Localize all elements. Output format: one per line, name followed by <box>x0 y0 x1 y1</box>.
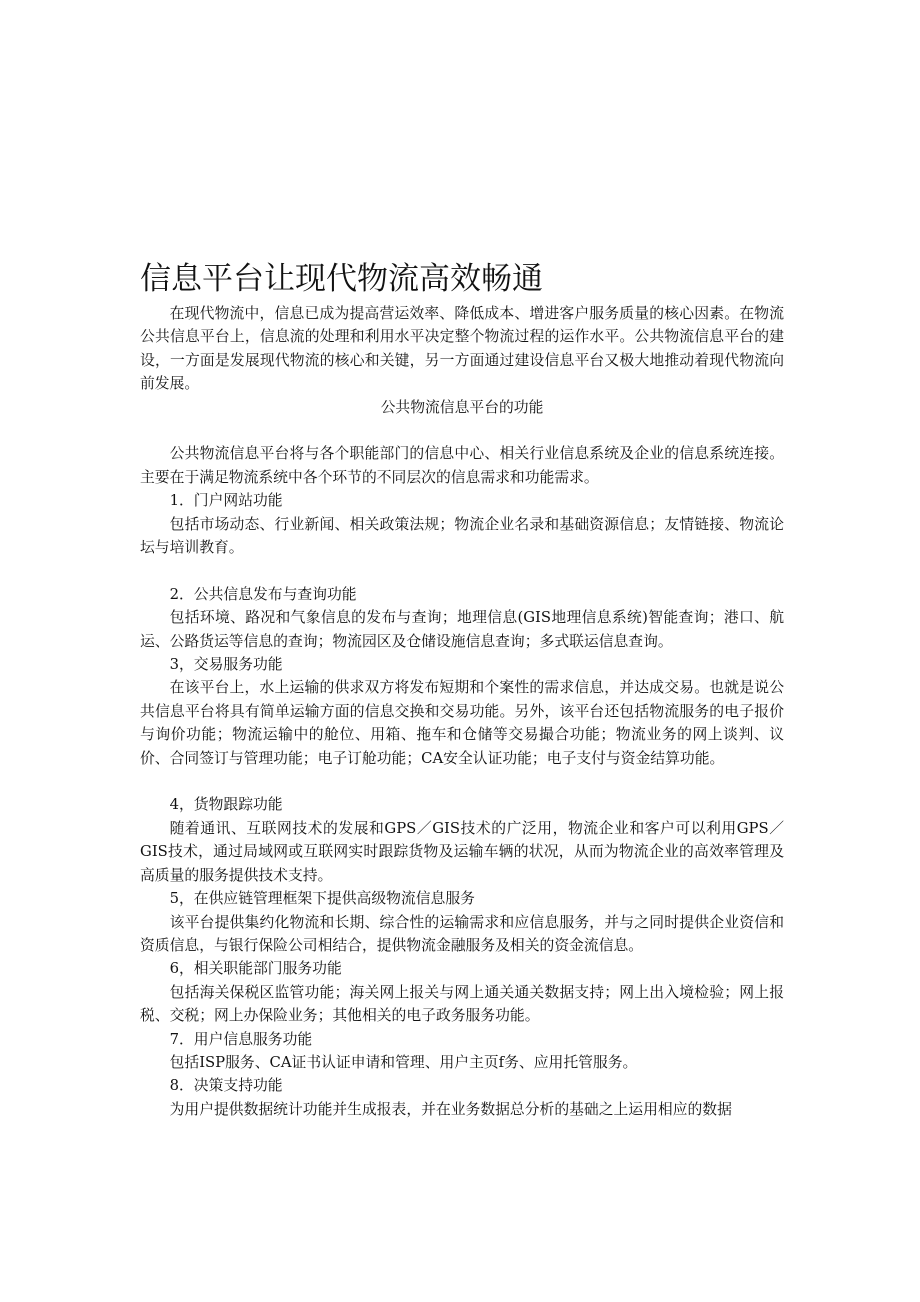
item-heading-6: 6，相关职能部门服务功能 <box>169 960 342 978</box>
item-body-4: 随着通讯、互联网技术的发展和GPS／GIS技术的广泛用，物流企业和客户可以利用GPS／GIS技术，通过局域网或互联网实时跟踪货物及运输车辆的状况，从而为物流企业的高效率管理及高质量的服务提供技术支持。 <box>140 819 784 884</box>
item-body-7: 包括ISP服务、CA证书认证申请和管理、用户主页f务、应用托管服务。 <box>169 1053 638 1071</box>
blank-line <box>140 419 784 442</box>
item-heading-1: 1．门户网站功能 <box>169 492 283 510</box>
item-heading-7: 7．用户信息服务功能 <box>169 1030 313 1048</box>
item-heading-4: 4，货物跟踪功能 <box>169 796 283 814</box>
item-heading-5: 5，在供应链管理框架下提供高级物流信息服务 <box>169 890 475 908</box>
item-heading-3: 3，交易服务功能 <box>169 656 283 674</box>
blank-line <box>140 559 784 582</box>
item-body-8: 为用户提供数据统计功能并生成报表，并在业务数据总分析的基础之上运用相应的数据 <box>169 1100 732 1118</box>
document-page <box>140 256 784 1121</box>
item-body-1: 包括市场动态、行业新闻、相关政策法规；物流企业名录和基础资源信息；友情链接、物流论坛与培训教育。 <box>140 515 784 557</box>
document-title: 信息平台让现代物流高效畅通 <box>140 261 543 297</box>
item-heading-2: 2．公共信息发布与查询功能 <box>169 585 357 603</box>
item-heading-8: 8．决策支持功能 <box>169 1077 283 1095</box>
item-body-2: 包括环境、路况和气象信息的发布与查询；地理信息(GIS地理信息系统)智能查询；港口、航运、公路货运等信息的查询；物流园区及仓储设施信息查询；多式联运信息查询。 <box>140 609 784 650</box>
section-intro-paragraph: 公共物流信息平台将与各个职能部门的信息中心、相关行业信息系统及企业的信息系统连接。主要在于满足物流系统中各个环节的不同层次的信息需求和功能需求。 <box>140 445 784 486</box>
section-title: 公共物流信息平台的功能 <box>380 398 544 416</box>
item-body-6: 包括海关保税区监管功能；海关网上报关与网上通关通关数据支持；网上出入境检验；网上报税、交税；网上办保险业务；其他相关的电子政务服务功能。 <box>140 983 784 1025</box>
item-body-5: 该平台提供集约化物流和长期、综合性的运输需求和应信息服务，并与之同时提供企业资信和资质信息，与银行保险公司相结合，提供物流金融服务及相关的资金流信息。 <box>140 913 784 954</box>
item-body-3: 在该平台上，水上运输的供求双方将发布短期和个案性的需求信息，并达成交易。也就是说公共信息平台将具有简单运输方面的信息交换和交易功能。另外，该平台还包括物流服务的电子报价与询价功能；物流运输中的舱位、用箱、拖车和仓储等交易撮合功能；物流业务的网上谈判、议价、合同签订与管理功能；电子订舱功能；CA安全认证功能；电子支付与资金结算功能。 <box>140 679 784 767</box>
intro-paragraph: 在现代物流中，信息已成为提高营运效率、降低成本、增进客户服务质量的核心因素。在物流公共信息平台上，信息流的处理和利用水平决定整个物流过程的运作水平。公共物流信息平台的建设，一方面是发展现代物流的核心和关键，另一方面通过建设信息平台又极大地推动着现代物流向前发展。 <box>140 305 784 393</box>
blank-line <box>140 770 784 793</box>
